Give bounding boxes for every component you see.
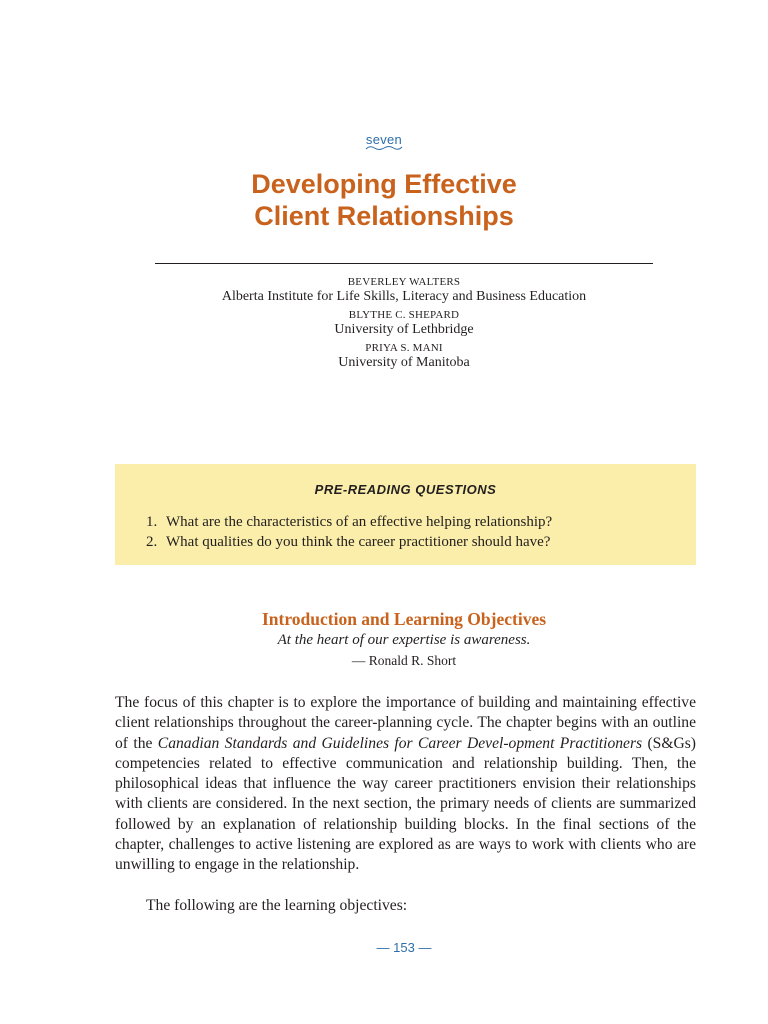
list-item: [146, 512, 552, 532]
epigraph-attribution: — Ronald R. Short: [351, 653, 457, 668]
author-name: PRIYA S. MANI: [365, 342, 443, 354]
pre-reading-list: [146, 512, 552, 552]
chapter-label: [0, 132, 768, 151]
item-text: What qualities do you think the career practitioner should have?: [166, 534, 551, 550]
item-number: 2.: [146, 534, 158, 550]
author-name: BEVERLEY WALTERS: [347, 276, 461, 288]
section-heading: Introduction and Learning Objectives: [261, 609, 547, 629]
item-text: What are the characteristics of an effective helping relationship?: [166, 514, 553, 530]
epigraph: At the heart of our expertise is awareness.: [277, 632, 531, 648]
author-affiliation: Alberta Institute for Life Skills, Literacy and Business Education: [221, 289, 587, 304]
list-item: [146, 532, 552, 552]
pre-reading-title: PRE-READING QUESTIONS: [314, 482, 497, 497]
title-line-1: Developing Effective: [251, 169, 517, 199]
author-list: [0, 275, 768, 374]
body-paragraph: [115, 693, 696, 876]
title-line-2: Client Relationships: [254, 201, 514, 231]
chapter-number: seven: [365, 132, 403, 147]
body-text-part: The focus of this chapter is to explore the importance of building and maintaining effective client relationships throughout the career-planning cycle. The chapter begins with an outline of the: [115, 694, 696, 752]
author-affiliation: University of Manitoba: [338, 355, 470, 370]
title-divider: [155, 263, 653, 264]
body-text-part: (S&Gs) competencies related to effective communication and relationship building. Then, the philosophical ideas that influence the way career practitioners envision their relationships with clients are considered. In the next section, the primary needs of clients are summarized followed by an explanation of relationship building blocks. In the final sections of the chapter, challenges to active listening are explored as are ways to work with clients who are unwilling to engage in the relationship.: [115, 734, 696, 874]
page-number: — 153 —: [376, 940, 432, 955]
pre-reading-box: [115, 464, 696, 565]
publication-title: Canadian Standards and Guidelines for Career Devel-opment Practitioners: [157, 734, 643, 752]
item-number: 1.: [146, 514, 158, 530]
body-paragraph-2: The following are the learning objectives:: [146, 897, 408, 914]
author-name: BLYTHE C. SHEPARD: [348, 309, 460, 321]
author-affiliation: University of Lethbridge: [334, 322, 474, 337]
chapter-title: [0, 168, 768, 232]
